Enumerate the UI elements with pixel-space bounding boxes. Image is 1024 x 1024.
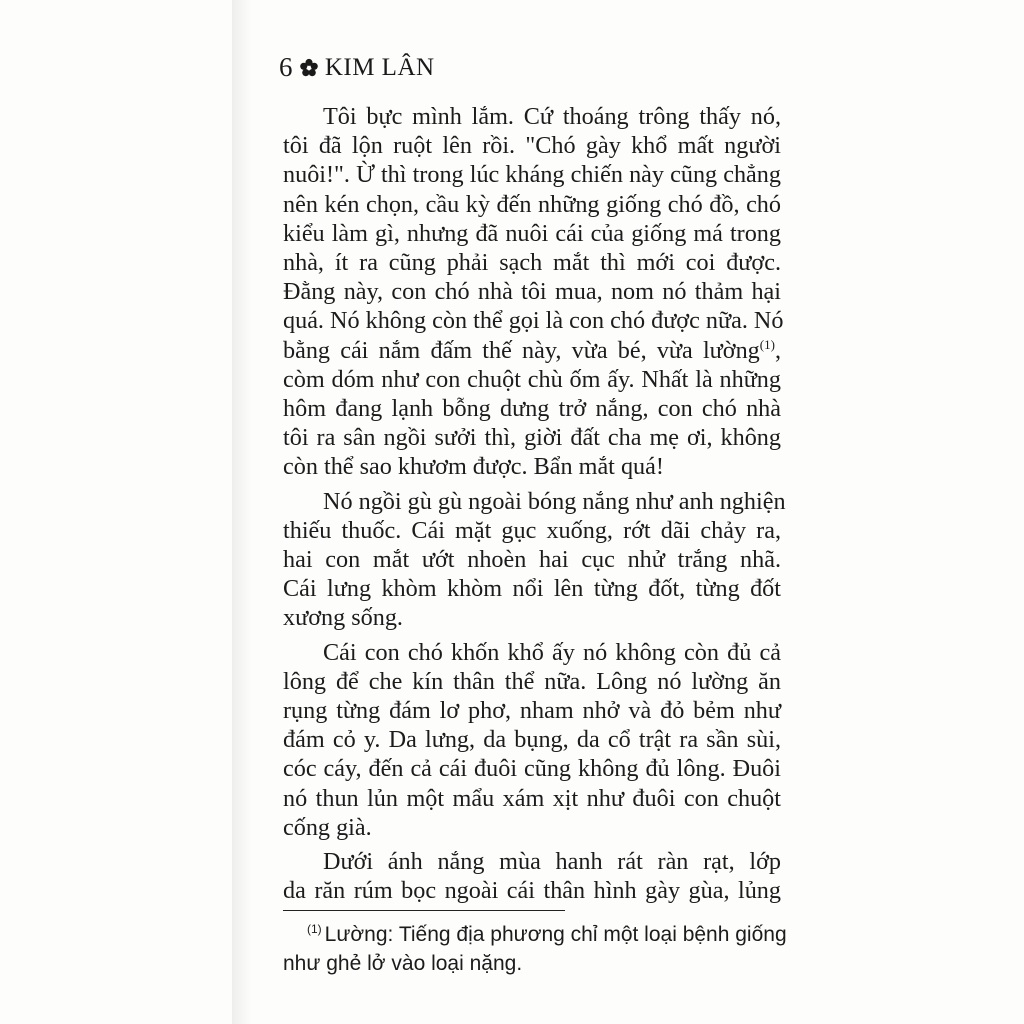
- text-line-with-footnote: [283, 336, 781, 365]
- text-line: cóc cáy, đến cả cái đuôi cũng không đủ lông. Đuôi: [283, 755, 781, 783]
- text-line-part: bằng cái nắm đấm thế này, vừa bé, vừa lường: [283, 336, 760, 364]
- running-header: [279, 52, 435, 83]
- footnote-marker: (1): [307, 922, 322, 936]
- text-line: nên kén chọn, cầu kỳ đến những giống chó đồ, chó: [283, 190, 781, 218]
- text-line: rụng từng đám lơ phơ, nham nhở và đỏ bẻm như: [283, 697, 781, 725]
- text-line: hôm đang lạnh bỗng dưng trở nắng, con chó nhà: [283, 395, 781, 423]
- text-line: Dưới ánh nắng mùa hanh rát ràn rạt, lớp: [323, 848, 781, 876]
- footnote: [283, 920, 787, 978]
- text-line: Tôi bực mình lắm. Cứ thoáng trông thấy nó,: [323, 103, 781, 130]
- footnote-text: Lường: Tiếng địa phương chỉ một loại bệnh giống: [324, 923, 787, 946]
- comma: ,: [774, 336, 781, 364]
- text-line: đám cỏ y. Da lưng, da bụng, da cổ trật ra sần sùi,: [283, 726, 781, 754]
- paragraph: [283, 102, 784, 482]
- footnote-divider: [283, 910, 565, 911]
- text-line: xương sống.: [283, 604, 403, 632]
- text-line: cống già.: [283, 813, 372, 841]
- text-line: tôi đã lộn ruột lên rồi. "Chó gày khổ mất người: [283, 132, 781, 160]
- text-line: còm dóm như con chuột chù ốm ấy. Nhất là những: [283, 365, 781, 393]
- book-author-title: KIM LÂN: [324, 53, 435, 81]
- paragraph: [283, 487, 786, 633]
- page-gutter-shadow: [232, 0, 252, 1024]
- footnote-line: [283, 920, 787, 949]
- text-line: hai con mắt ướt nhoèn hai cục nhử trắng nhã.: [283, 546, 781, 574]
- text-line: da răn rúm bọc ngoài cái thân hình gày gùa, lủng: [283, 877, 781, 905]
- text-line: kiểu làm gì, nhưng đã nuôi cái của giống má trong: [283, 219, 781, 247]
- text-line: nhà, ít ra cũng phải sạch mắt thì mới coi được.: [283, 249, 781, 277]
- text-line: nuôi!". Ừ thì trong lúc kháng chiến này cũng chẳng: [283, 161, 781, 189]
- body-text: [283, 102, 786, 910]
- flower-ornament-icon: [299, 58, 319, 78]
- text-line: Cái lưng khòm khòm nổi lên từng đốt, từng đốt: [283, 575, 781, 603]
- text-line: tôi ra sân ngồi sưởi thì, giời đất cha mẹ ơi, không: [283, 424, 781, 452]
- footnote-line: như ghẻ lở vào loại nặng.: [283, 952, 523, 975]
- paragraph: [283, 638, 781, 842]
- text-line: nó thun lủn một mẩu xám xịt như đuôi con chuột: [283, 784, 781, 812]
- text-line: quá. Nó không còn thể gọi là con chó được nữa. Nó: [283, 307, 784, 335]
- text-line: lông để che kín thân thể nữa. Lông nó lường ăn: [283, 667, 781, 695]
- page-number: 6: [279, 52, 293, 82]
- text-line: thiếu thuốc. Cái mặt gục xuống, rớt dãi chảy ra,: [283, 516, 781, 544]
- text-line: còn thể sao khươm được. Bẩn mắt quá!: [283, 453, 664, 481]
- text-line: Đằng này, con chó nhà tôi mua, nom nó thảm hại: [283, 278, 781, 306]
- paragraph: [283, 847, 781, 905]
- footnote-reference: (1): [759, 336, 775, 352]
- text-line: Cái con chó khốn khổ ấy nó không còn đủ cả: [323, 638, 781, 666]
- text-line: Nó ngồi gù gù ngoài bóng nắng như anh nghiện: [323, 487, 786, 515]
